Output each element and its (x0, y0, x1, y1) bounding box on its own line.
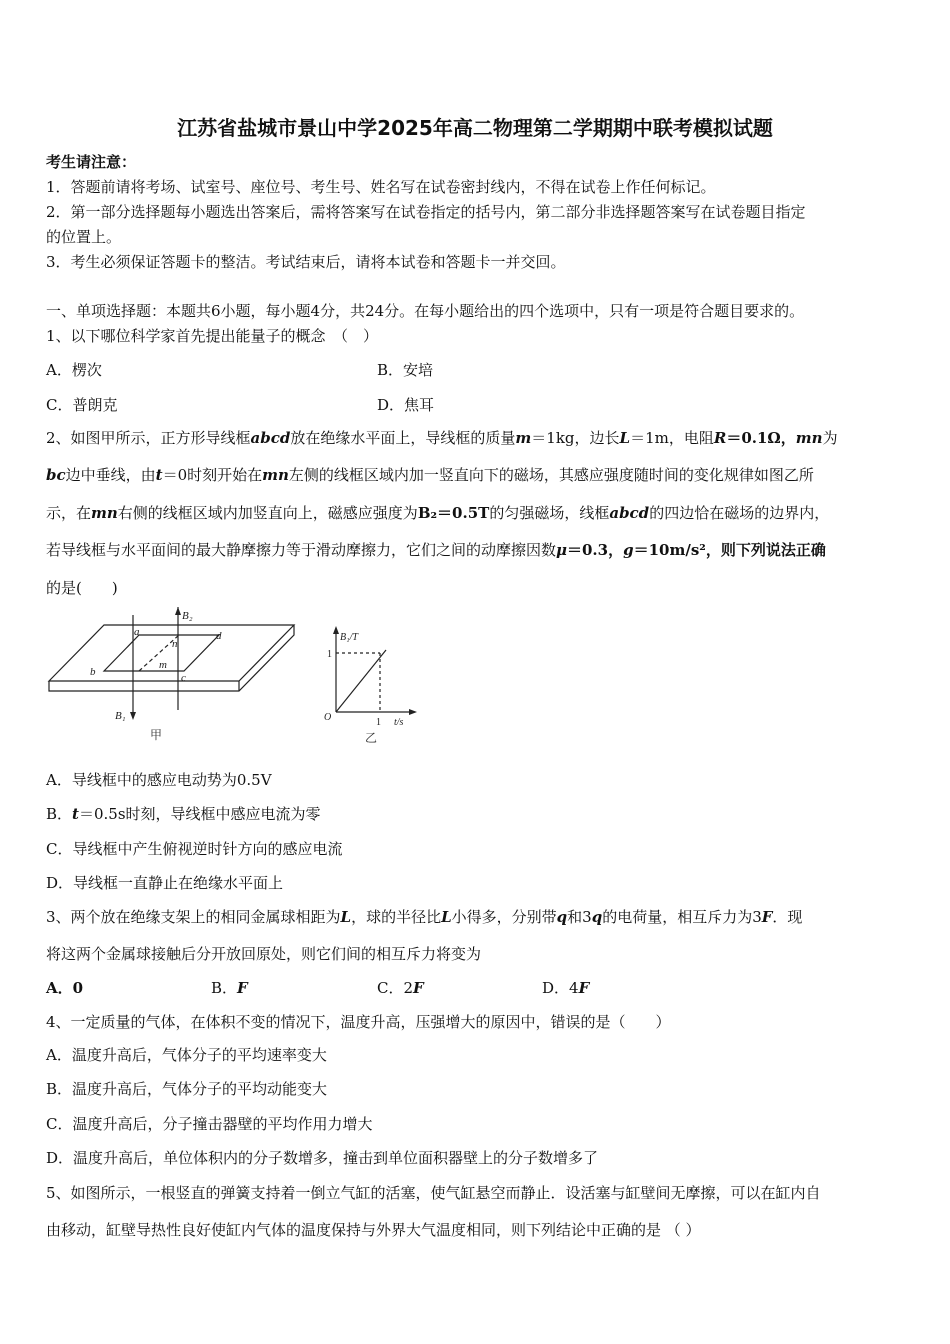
q2-stem-line: 的是( ) (46, 579, 118, 597)
q3-stem-line: 3、两个放在绝缘支架上的相同金属球相距为L，球的半径比L小得多，分别带q和3q的电荷量，相互斥力为3F．现 (46, 908, 803, 926)
q1-option-b: B．安培 (377, 361, 434, 379)
fig-caption-yi: 乙 (365, 731, 378, 745)
q2-stem-line: 若导线框与水平面间的最大静摩擦力等于滑动摩擦力，它们之间的动摩擦因数μ＝0.3，g＝10m/s²，则下列说法正确 (46, 541, 826, 559)
q2-stem-line: 2、如图甲所示，正方形导线框abcd放在绝缘水平面上，导线框的质量m＝1kg，边长L＝1m，电阻R＝0.1Ω，mn为 (46, 429, 838, 447)
q1-option-c: C．普朗克 (46, 396, 118, 414)
q1-stem: 1、以下哪位科学家首先提出能量子的概念 （ ） (46, 327, 379, 345)
notice-heading: 考生请注意： (46, 153, 137, 171)
page-title: 江苏省盐城市景山中学2025年高二物理第二学期期中联考模拟试题 (177, 116, 773, 140)
notice-item: 3．考生必须保证答题卡的整洁。考试结束后，请将本试卷和答题卡一并交回。 (46, 253, 566, 271)
q2-stem-line: bc边中垂线，由t＝0时刻开始在mn左侧的线框区域内加一竖直向下的磁场，其感应强度随时间的变化规律如图乙所 (46, 466, 814, 484)
fig-label-c: c (181, 672, 186, 684)
fig-label-m: m (159, 659, 167, 671)
fig-label-n: n (172, 638, 178, 650)
q3-stem-line: 将这两个金属球接触后分开放回原处，则它们间的相互斥力将变为 (46, 945, 482, 963)
q4-option-c: C．温度升高后，分子撞击器壁的平均作用力增大 (46, 1115, 373, 1133)
fig-label-b1: B₁ (115, 710, 126, 722)
fig-tick-y1: 1 (327, 649, 332, 660)
fig-xlabel: t/s (394, 717, 404, 728)
q3-option-d: D．4F (542, 979, 590, 997)
fig-label-d: d (216, 630, 222, 642)
q4-option-b: B．温度升高后，气体分子的平均动能变大 (46, 1080, 328, 1098)
notice-item: 1．答题前请将考场、试室号、座位号、考生号、姓名写在试卷密封线内，不得在试卷上作任何标记。 (46, 178, 716, 196)
fig-origin: O (324, 712, 332, 723)
section-heading: 一、单项选择题：本题共6小题，每小题4分，共24分。在每小题给出的四个选项中，只有一项是符合题目要求的。 (46, 302, 805, 320)
fig-caption-jia: 甲 (150, 728, 163, 742)
q2-option-d: D．导线框一直静止在绝缘水平面上 (46, 874, 284, 892)
q2-option-b: B．t＝0.5s时刻，导线框中感应电流为零 (46, 805, 321, 823)
q1-option-a: A．楞次 (46, 361, 102, 379)
figure-yi (318, 622, 428, 747)
q3-option-c: C．2F (377, 979, 424, 997)
q3-option-b: B．F (211, 979, 248, 997)
q4-stem: 4、一定质量的气体，在体积不变的情况下，温度升高，压强增大的原因中，错误的是（ ） (46, 1013, 671, 1031)
q2-stem-line: 示，在mn右侧的线框区域内加竖直向上，磁感应强度为B₂＝0.5T的匀强磁场，线框abcd的四边恰在磁场的边界内， (46, 504, 830, 522)
fig-label-b2: B₂ (182, 610, 193, 622)
q5-stem-line: 5、如图所示，一根竖直的弹簧支持着一倒立气缸的活塞，使气缸悬空而静止．设活塞与缸壁间无摩擦，可以在缸内自 (46, 1184, 821, 1202)
notice-item: 2．第一部分选择题每小题选出答案后，需将答案写在试卷指定的括号内，第二部分非选择题答案写在试卷题目指定 (46, 203, 806, 221)
fig-tick-x1: 1 (376, 717, 381, 728)
q5-stem-line: 由移动，缸壁导热性良好使缸内气体的温度保持与外界大气温度相同，则下列结论中正确的是 （ ） (46, 1221, 701, 1239)
q3-option-a: A．0 (46, 979, 84, 997)
figure-jia (44, 605, 304, 745)
fig-label-a: a (134, 626, 140, 638)
q1-option-d: D．焦耳 (377, 396, 435, 414)
fig-label-b: b (90, 666, 96, 678)
fig-ylabel: B₁/T (340, 632, 358, 643)
q4-option-a: A．温度升高后，气体分子的平均速率变大 (46, 1046, 327, 1064)
q2-option-c: C．导线框中产生俯视逆时针方向的感应电流 (46, 840, 343, 858)
q2-option-a: A．导线框中的感应电动势为0.5V (46, 771, 272, 789)
q4-option-d: D．温度升高后，单位体积内的分子数增多，撞击到单位面积器壁上的分子数增多了 (46, 1149, 599, 1167)
notice-item: 的位置上。 (46, 228, 122, 246)
